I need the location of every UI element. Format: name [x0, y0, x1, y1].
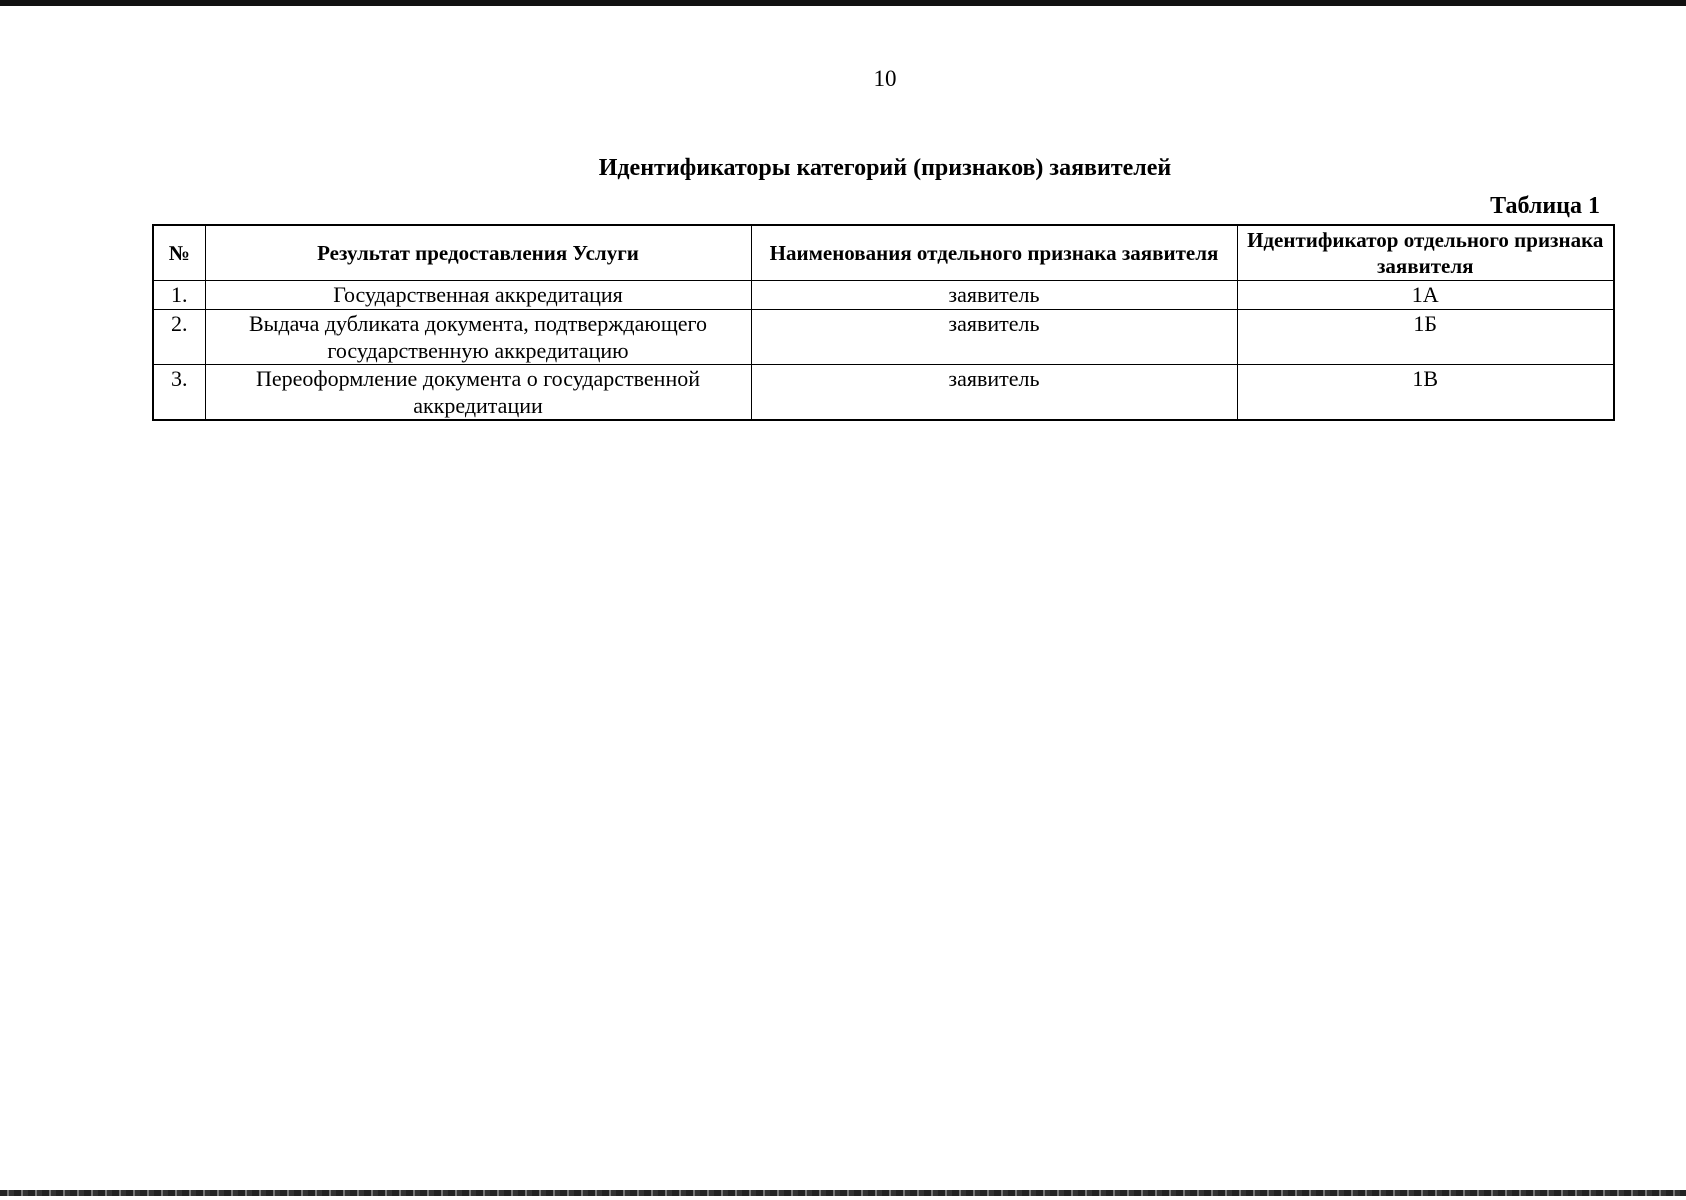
header-result: Результат предоставления Услуги	[205, 225, 751, 281]
cell-result: Переоформление документа о государственной аккредитации	[205, 365, 751, 421]
scan-edge-top	[0, 0, 1686, 6]
document-title: Идентификаторы категорий (признаков) заявителей	[598, 155, 1172, 181]
header-attribute-name: Наименования отдельного признака заявителя	[751, 225, 1237, 281]
table-row	[153, 281, 1614, 310]
header-number: №	[153, 225, 205, 281]
table-label: Таблица 1	[1490, 193, 1600, 219]
header-attribute-id: Идентификатор отдельного признака заявителя	[1237, 225, 1614, 281]
cell-attribute-id: 1А	[1237, 281, 1614, 310]
cell-result: Государственная аккредитация	[205, 281, 751, 310]
cell-attribute-name: заявитель	[751, 281, 1237, 310]
cell-attribute-id: 1Б	[1237, 310, 1614, 365]
cell-number: 2.	[153, 310, 205, 365]
table-row	[153, 310, 1614, 365]
identifiers-table	[152, 224, 1615, 421]
cell-attribute-name: заявитель	[751, 365, 1237, 421]
table-header-row	[153, 225, 1614, 281]
table-row	[153, 365, 1614, 421]
cell-number: 1.	[153, 281, 205, 310]
cell-attribute-id: 1В	[1237, 365, 1614, 421]
scan-edge-bottom	[0, 1190, 1686, 1196]
cell-attribute-name: заявитель	[751, 310, 1237, 365]
cell-number: 3.	[153, 365, 205, 421]
page-number: 10	[873, 66, 897, 91]
cell-result: Выдача дубликата документа, подтверждающего государственную аккредитацию	[205, 310, 751, 365]
